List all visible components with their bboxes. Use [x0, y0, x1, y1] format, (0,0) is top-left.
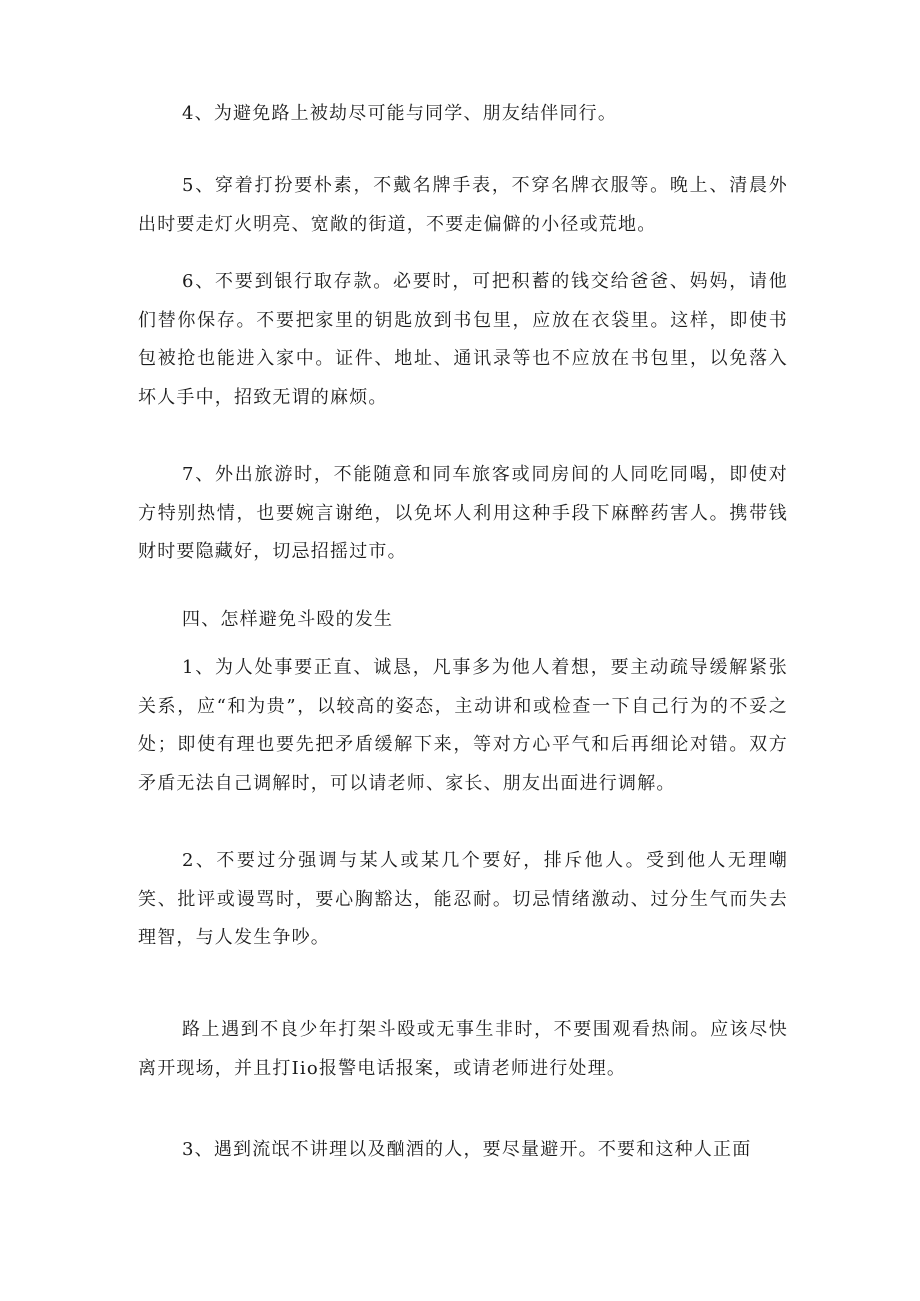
paragraph-item-3: 3、遇到流氓不讲理以及酗酒的人，要尽量避开。不要和这种人正面	[182, 1139, 752, 1160]
paragraph-item-7: 7、外出旅游时，不能随意和同车旅客或同房间的人同吃同喝，即使对方特别热情，也要婉言谢绝，以免坏人利用这种手段下麻醉药害人。携带钱财时要隐藏好，切忌招摇过市。	[138, 464, 788, 562]
paragraph-item-4: 4、为避免路上被劫尽可能与同学、朋友结伴同行。	[182, 103, 618, 124]
paragraph-item-1: 1、为人处事要正直、诚恳，凡事多为他人着想，要主动疏导缓解紧张关系，应“和为贵”，以较高的姿态，主动讲和或检查一下自己行为的不妥之处；即使有理也要先把矛盾缓解下来，等对方心平气和后再细论对错。双方矛盾无法自己调解时，可以请老师、家长、朋友出面进行调解。	[138, 657, 788, 794]
paragraph-item-6: 6、不要到银行取存款。必要时，可把积蓄的钱交给爸爸、妈妈，请他们替你保存。不要把家里的钥匙放到书包里，应放在衣袋里。这样，即使书包被抢也能进入家中。证件、地址、通讯录等也不应放在书包里，以免落入坏人手中，招致无谓的麻烦。	[138, 271, 788, 408]
section-heading-four: 四、怎样避免斗殴的发生	[182, 609, 394, 630]
paragraph-item-5: 5、穿着打扮要朴素，不戴名牌手表，不穿名牌衣服等。晚上、清晨外出时要走灯火明亮、宽敞的街道，不要走偏僻的小径或荒地。	[138, 175, 788, 235]
paragraph-street-fight: 路上遇到不良少年打架斗殴或无事生非时，不要围观看热闹。应该尽快离开现场，并且打Iio报警电话报案，或请老师进行处理。	[138, 1019, 788, 1079]
paragraph-item-2: 2、不要过分强调与某人或某几个要好，排斥他人。受到他人无理嘲笑、批评或谩骂时，要心胸豁达，能忍耐。切忌情绪激动、过分生气而失去理智，与人发生争吵。	[138, 850, 788, 948]
